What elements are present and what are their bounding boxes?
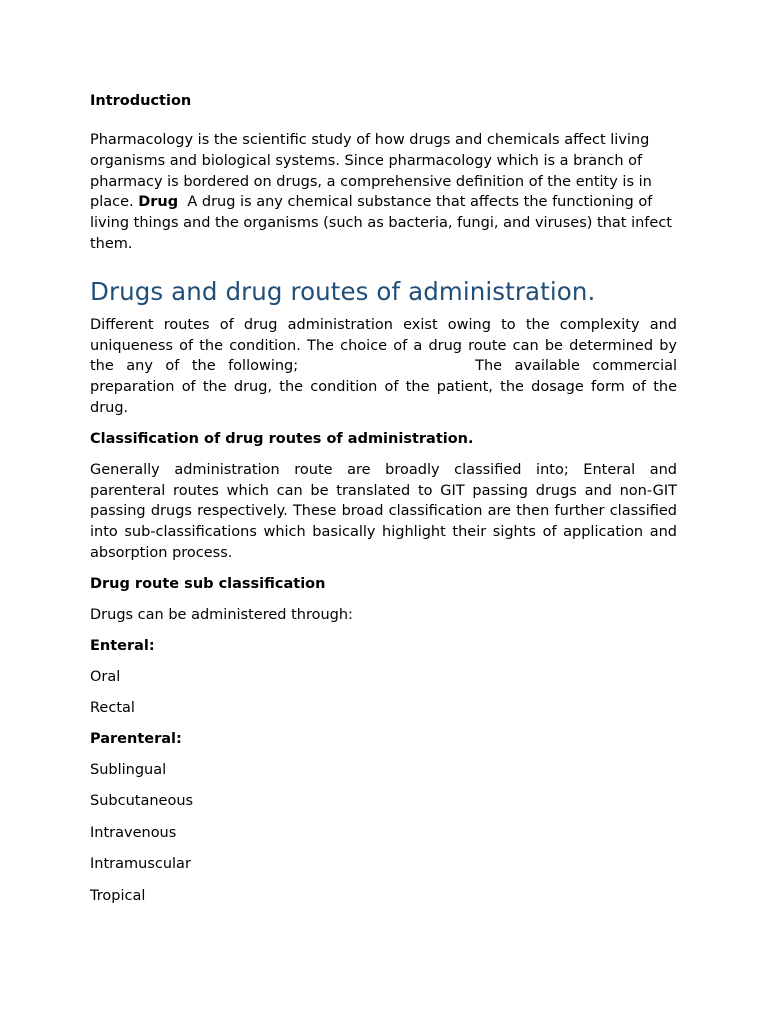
classification-paragraph: Generally administration route are broadly classified into; Enteral and parenteral routes which can be translated to GIT passing drugs and non-GIT passing drugs respectively. These broad classification are then further classified into sub-classifications which basically highlight their sights of application and absorption process. — [90, 461, 677, 561]
enteral-item-oral: Oral — [90, 668, 121, 685]
parenteral-heading: Parenteral: — [90, 730, 182, 747]
intro-heading: Introduction — [90, 93, 192, 109]
parenteral-item-intravenous: Intravenous — [90, 824, 177, 841]
classification-heading: Classification of drug routes of administration. — [90, 430, 474, 447]
parenteral-item-tropical: Tropical — [90, 887, 146, 904]
parenteral-item-intramuscular: Intramuscular — [90, 856, 191, 873]
intro-text-part-2: A drug is any chemical substance that affects the functioning of living things and the organisms (such as bacteria, fungi, and viruses) that infect them. — [90, 194, 677, 252]
section-title: Drugs and drug routes of administration. — [90, 276, 596, 306]
routes-paragraph — [90, 315, 677, 419]
parenteral-item-sublingual: Sublingual — [90, 761, 167, 778]
drug-term: Drug — [138, 194, 179, 211]
enteral-list — [90, 667, 677, 718]
administered-text: Drugs can be administered through: — [90, 606, 353, 623]
intro-paragraph — [90, 130, 677, 255]
parenteral-item-subcutaneous: Subcutaneous — [90, 793, 194, 810]
intro-text-part-1: Pharmacology is the scientific study of how drugs and chemicals affect living organisms and biological systems. Since pharmacology which is a branch of pharmacy is bordered on drugs, a comprehensive definition of the entity is in place. — [90, 132, 652, 211]
routes-text-part-2: The available commercial preparation of the drug, the condition of the patient, the dosage form of the drug. — [90, 358, 678, 416]
routes-text-part-1: Different routes of drug administration exist owing to the complexity and uniqueness of the condition. The choice of a drug route can be determined by the any of the following; — [90, 316, 677, 375]
parenteral-list — [90, 760, 677, 906]
enteral-item-rectal: Rectal — [90, 699, 135, 716]
document-page — [90, 93, 677, 906]
enteral-heading: Enteral: — [90, 637, 155, 654]
subclass-heading: Drug route sub classification — [90, 575, 326, 592]
